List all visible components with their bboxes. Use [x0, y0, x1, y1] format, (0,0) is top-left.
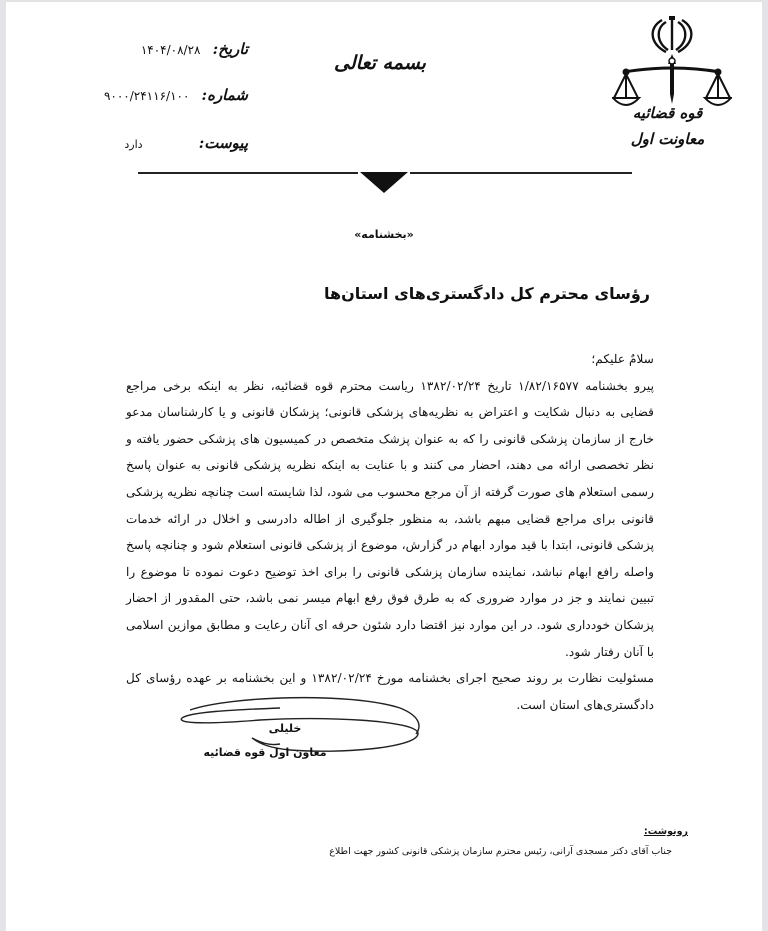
- paragraph-2: مسئولیت نظارت بر روند صحیح اجرای بخشنامه مورخ ۱۳۸۲/۰۲/۲۴ و این بخشنامه بر عهده رؤسای کل دادگستری‌های استان است.: [126, 671, 654, 712]
- signer-name: خلیلی: [268, 722, 302, 735]
- date-label: تاریخ:: [212, 40, 248, 58]
- header-divider-left: [138, 172, 358, 174]
- cc-label: رونوشت:: [643, 826, 688, 837]
- attachment-label: پیوست:: [198, 134, 248, 152]
- signer-title: معاون اول قوه قضائیه: [203, 746, 327, 759]
- header-divider-right: [410, 172, 632, 174]
- org-line-2: معاونت اول: [630, 130, 705, 148]
- number-label: شماره:: [201, 86, 248, 104]
- organization-name: [600, 100, 735, 152]
- attachment-value: دارد: [124, 138, 143, 151]
- date-value: ۱۴۰۴/۰۸/۲۸: [140, 43, 201, 57]
- judiciary-scales-emblem-icon: [612, 14, 732, 114]
- letter-body: [126, 346, 654, 718]
- invocation: بسمه تعالی: [334, 52, 426, 74]
- triangle-marker-icon: [358, 170, 410, 194]
- attachment-field: [124, 134, 248, 152]
- number-value: ۹۰۰۰/۲۴۱۱۶/۱۰۰: [103, 89, 190, 103]
- number-field: [104, 86, 248, 104]
- paragraph-1: پیرو بخشنامه ۱/۸۲/۱۶۵۷۷ تاریخ ۱۳۸۲/۰۲/۲۴ ریاست محترم قوه قضائیه، نظر به اینکه برخی مراجع قضایی به دنبال شکایت و اعتراض به نظریه‌های پزشکی قانونی؛ پزشکان قانونی و یا کارشناسان مدعو خارج از سازمان پزشکی قانونی را که به عنوان پزشک متخصص در کمیسیون های پزشکی حضور یافته و نظر تخصصی ارائه می دهند، احضار می کنند و با عنایت به اینکه نظریه پزشکی قانونی به عنوان پاسخ رسمی استعلام های صورت گرفته از آن مرجع محسوب می شود، لذا شایسته است چنانچه نظریه پزشکی قانونی برای مراجع قضایی مبهم باشد، به منظور جلوگیری از اطاله دادرسی و اخلال در ارائه خدمات پزشکی قانونی، ابتدا با قید موارد ابهام در گزارش، موضوع از پزشکی قانونی استعلام شود و چنانچه پاسخ واصله رافع ابهام نباشد، نماینده سازمان پزشکی قانونی را برای اخذ توضیح دعوت نموده تا موضوع را تبیین نمایند و جز در موارد ضروری که به طرق فوق رفع ابهام میسر نمی باشد، حتی المقدور از احضار پزشکان خودداری شود. در این موارد نیز اقتضا دارد شئون حرفه ای آنان رعایت و مطابق موازین اسلامی با آنان رفتار شود.: [126, 378, 654, 659]
- org-line-1: قوه قضائیه: [632, 104, 703, 122]
- document-type: «بخشنامه»: [354, 228, 414, 241]
- recipient: رؤسای محترم کل دادگستری‌های استان‌ها: [324, 284, 650, 303]
- salutation: سلامٌ علیکم؛: [591, 352, 654, 366]
- cc-recipient: جناب آقای دکتر مسجدی آرانی، رئیس محترم سازمان پزشکی قانونی کشور جهت اطلاع: [329, 846, 672, 857]
- date-field: [141, 40, 248, 58]
